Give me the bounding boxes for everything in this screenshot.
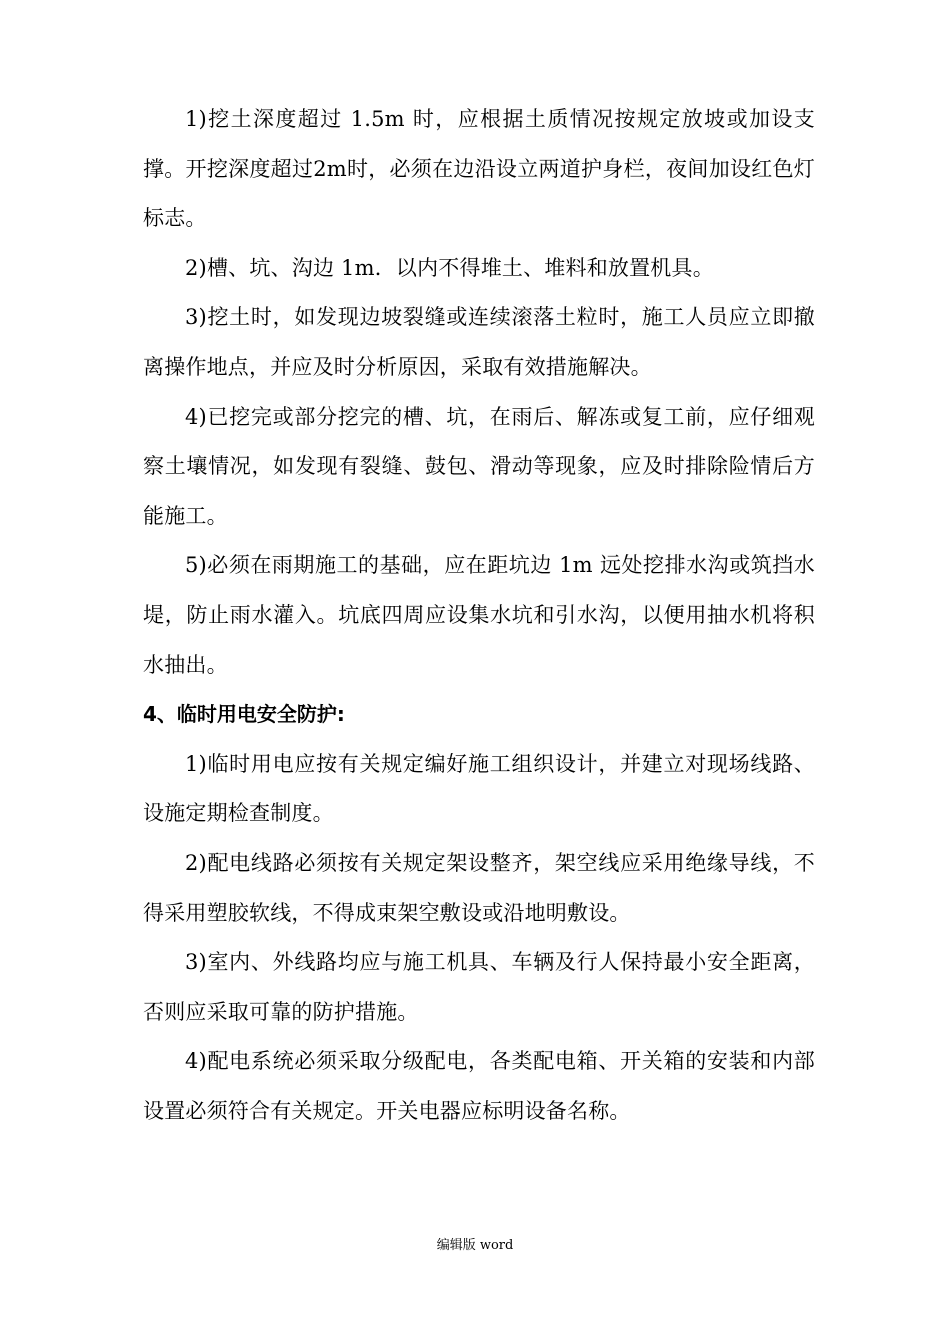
paragraph-slope-cracks: 3)挖土时，如发现边坡裂缝或连续滚落土粒时，施工人员应立即撤离操作地点，并应及时分析原因，采取有效措施解决。 [143, 305, 815, 379]
paragraph-excavation-depth: 1)挖土深度超过 1.5m 时，应根据土质情况按规定放坡或加设支撑。开挖深度超过2m时，必须在边沿设立两道护身栏，夜间加设红色灯标志。 [143, 107, 815, 231]
paragraph-safe-distance: 3)室内、外线路均应与施工机具、车辆及行人保持最小安全距离，否则应采取可靠的防护措施。 [143, 950, 815, 1024]
paragraph-inspection-after-rain: 4)已挖完或部分挖完的槽、坑，在雨后、解冻或复工前，应仔细观察土壤情况，如发现有裂缝、鼓包、滑动等现象，应及时排除险情后方能施工。 [143, 404, 815, 528]
document-body [143, 95, 815, 1136]
paragraph-distribution: 4)配电系统必须采取分级配电，各类配电箱、开关箱的安装和内部设置必须符合有关规定。开关电器应标明设备名称。 [143, 1049, 815, 1123]
paragraph-edge-clearance: 2)槽、坑、沟边 1m．以内不得堆土、堆料和放置机具。 [185, 255, 714, 280]
paragraph-power-design: 1)临时用电应按有关规定编好施工组织设计，并建立对现场线路、设施定期检查制度。 [143, 751, 815, 826]
page-footer: 编辑版 word [436, 1238, 514, 1253]
paragraph-wiring: 2)配电线路必须按有关规定架设整齐，架空线应采用绝缘导线，不得采用塑胶软线，不得成束架空敷设或沿地明敷设。 [143, 850, 815, 925]
paragraph-drainage: 5)必须在雨期施工的基础，应在距坑边 1m 远处挖排水沟或筑挡水堤，防止雨水灌入。坑底四周应设集水坑和引水沟，以便用抽水机将积水抽出。 [143, 553, 815, 677]
section-heading-temporary-power: 4、临时用电安全防护: [143, 702, 345, 727]
